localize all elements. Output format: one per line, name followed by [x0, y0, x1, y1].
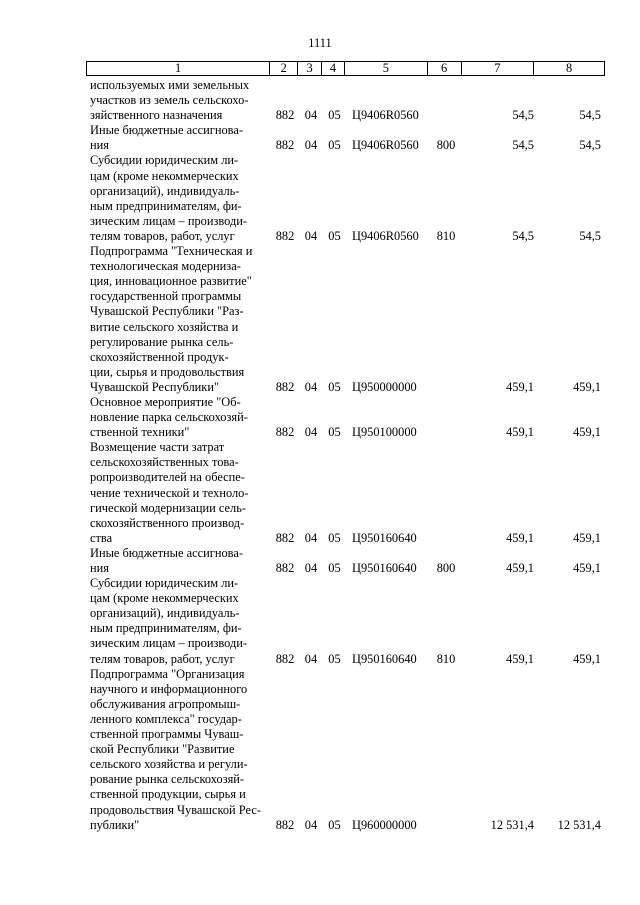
description-line: ным предпринимателям, фи- — [90, 621, 242, 636]
description-line: рование рынка сельскохозяй- — [90, 772, 245, 787]
cell-col-2: 882 — [275, 817, 295, 832]
cell-col-3: 04 — [304, 530, 318, 545]
cell-col-8: 54,5 — [579, 138, 601, 153]
description-line: ленного комплекса" государ- — [90, 711, 242, 726]
description-line: Возмещение части затрат — [90, 440, 225, 455]
cell-col-5: Ц950000000 — [352, 379, 417, 394]
page-number: 1111 — [308, 36, 332, 50]
cell-col-3: 04 — [304, 561, 318, 575]
column-header-5: 5 — [345, 62, 428, 75]
cell-col-2: 882 — [275, 530, 295, 545]
description-line: сельского хозяйства и регули- — [90, 757, 248, 772]
description-line: ства — [90, 530, 113, 545]
row-description — [86, 244, 271, 395]
description-line: телям товаров, работ, услуг — [90, 651, 235, 666]
cell-col-7: 12 531,4 — [490, 817, 534, 832]
cell-col-3: 04 — [304, 817, 318, 832]
row-description — [86, 667, 271, 833]
description-line: зическим лицам – производи- — [90, 636, 248, 651]
cell-col-2: 882 — [275, 379, 295, 394]
cell-col-6: 810 — [436, 651, 456, 666]
description-line: Иные бюджетные ассигнова- — [90, 123, 243, 138]
column-header-7: 7 — [462, 62, 535, 75]
description-line: ным предпринимателям, фи- — [90, 198, 242, 213]
table-row — [86, 576, 605, 667]
cell-col-2: 882 — [275, 425, 295, 440]
cell-col-5: Ц950160640 — [352, 530, 417, 545]
description-line: чение технической и техноло- — [90, 485, 249, 500]
cell-col-4: 05 — [328, 530, 341, 545]
column-header-8: 8 — [566, 61, 573, 75]
description-line: скохозяйственного производ- — [90, 515, 245, 530]
description-line: витие сельского хозяйства и — [90, 319, 239, 334]
description-line: ропроизводителей на обеспе- — [90, 470, 245, 485]
cell-col-5: Ц960000000 — [352, 817, 417, 832]
cell-col-3: 04 — [304, 138, 318, 153]
row-description — [86, 123, 271, 153]
row-description — [86, 546, 271, 576]
description-line: новление парка сельскохозяй- — [90, 410, 248, 425]
description-line: ния — [90, 138, 109, 153]
description-line: участков из земель сельскохо- — [90, 93, 249, 108]
cell-col-6: 800 — [436, 561, 456, 575]
cell-col-8: 459,1 — [573, 379, 601, 394]
cell-col-4: 05 — [328, 108, 341, 123]
cell-col-4: 05 — [328, 379, 341, 394]
cell-col-8: 459,1 — [573, 425, 601, 440]
row-description — [86, 78, 271, 123]
cell-col-7: 54,5 — [512, 108, 534, 123]
description-line: используемых ими земельных — [90, 78, 250, 92]
description-line: организаций), индивидуаль- — [90, 606, 240, 621]
cell-col-2: 882 — [275, 228, 295, 243]
description-line: Чувашской Республики" — [90, 379, 220, 394]
row-description — [86, 153, 271, 244]
table-body — [86, 78, 605, 833]
description-line: сельскохозяйственных това- — [90, 455, 239, 470]
table-header — [86, 61, 605, 76]
description-line: Подпрограмма "Техническая и — [90, 244, 253, 259]
cell-col-3: 04 — [304, 651, 318, 666]
cell-col-7: 459,1 — [506, 425, 534, 440]
cell-col-2: 882 — [275, 561, 295, 575]
cell-col-4: 05 — [328, 561, 341, 575]
cell-col-5: Ц950100000 — [352, 425, 417, 440]
description-line: публики" — [90, 817, 140, 832]
row-description — [86, 576, 271, 667]
table-row — [86, 153, 605, 244]
cell-col-8: 459,1 — [573, 651, 601, 666]
cell-col-5: Ц950160640 — [352, 651, 417, 666]
cell-col-3: 04 — [304, 108, 318, 123]
column-header-4: 4 — [322, 62, 345, 75]
cell-col-3: 04 — [304, 228, 318, 243]
table-row — [86, 123, 605, 153]
cell-col-6: 810 — [436, 228, 456, 243]
cell-col-4: 05 — [328, 651, 341, 666]
table-row — [86, 546, 605, 576]
cell-col-2: 882 — [275, 108, 295, 123]
column-header-6: 6 — [428, 62, 462, 75]
table-row — [86, 395, 605, 440]
cell-col-5: Ц950160640 — [352, 561, 417, 575]
cell-col-8: 459,1 — [573, 561, 601, 575]
cell-col-4: 05 — [328, 138, 341, 153]
cell-col-7: 54,5 — [512, 228, 534, 243]
cell-col-8: 459,1 — [573, 530, 601, 545]
description-line: государственной программы — [90, 289, 242, 304]
table-row — [86, 78, 605, 123]
description-line: ции, сырья и продовольствия — [90, 364, 245, 379]
description-line: Чувашской Республики "Раз- — [90, 304, 244, 319]
table-row — [86, 244, 605, 395]
description-line: ственной программы Чуваш- — [90, 727, 244, 742]
cell-col-2: 882 — [275, 138, 295, 153]
description-line: организаций), индивидуаль- — [90, 183, 240, 198]
description-line: обслуживания агропромыш- — [90, 696, 241, 711]
column-header-2: 2 — [270, 62, 298, 75]
cell-col-8: 54,5 — [579, 228, 601, 243]
description-line: научного и информационного — [90, 681, 248, 696]
description-line: Субсидии юридическим ли- — [90, 576, 239, 591]
description-line: регулирование рынка сель- — [90, 334, 234, 349]
description-line: цам (кроме некоммерческих — [90, 591, 239, 606]
table-row — [86, 667, 605, 833]
description-line: зическим лицам – производи- — [90, 213, 248, 228]
cell-col-2: 882 — [275, 651, 295, 666]
cell-col-5: Ц9406R0560 — [352, 108, 419, 123]
row-description — [86, 395, 271, 440]
description-line: Основное мероприятие "Об- — [90, 394, 241, 409]
description-line: ственной техники" — [90, 425, 190, 440]
description-line: гической модернизации сель- — [90, 500, 247, 515]
description-line: цам (кроме некоммерческих — [90, 168, 239, 183]
cell-col-8: 12 531,4 — [557, 817, 601, 832]
cell-col-8: 54,5 — [579, 108, 601, 123]
table-row — [86, 440, 605, 546]
cell-col-7: 459,1 — [506, 379, 534, 394]
cell-col-3: 04 — [304, 425, 318, 440]
description-line: скохозяйственной продук- — [90, 349, 229, 364]
description-line: технологическая модерниза- — [90, 259, 241, 274]
description-line: продовольствия Чувашской Рес- — [90, 802, 261, 817]
cell-col-4: 05 — [328, 817, 341, 832]
row-description — [86, 440, 271, 546]
cell-col-3: 04 — [304, 379, 318, 394]
cell-col-6: 800 — [436, 138, 456, 153]
column-header-1: 1 — [87, 62, 270, 75]
description-line: ской Республики "Развитие — [90, 742, 235, 757]
description-line: ния — [90, 561, 109, 575]
cell-col-5: Ц9406R0560 — [352, 138, 419, 153]
cell-col-4: 05 — [328, 228, 341, 243]
description-line: Субсидии юридическим ли- — [90, 153, 239, 168]
description-line: Подпрограмма "Организация — [90, 666, 245, 681]
cell-col-4: 05 — [328, 425, 341, 440]
cell-col-7: 459,1 — [506, 530, 534, 545]
description-line: ция, инновационное развитие" — [90, 274, 252, 289]
description-line: зяйственного назначения — [90, 108, 223, 123]
description-line: ственной продукции, сырья и — [90, 787, 246, 802]
cell-col-7: 459,1 — [506, 561, 534, 575]
description-line: Иные бюджетные ассигнова- — [90, 545, 243, 560]
column-header-3: 3 — [298, 62, 322, 75]
description-line: телям товаров, работ, услуг — [90, 228, 235, 243]
cell-col-7: 459,1 — [506, 651, 534, 666]
cell-col-7: 54,5 — [512, 138, 534, 153]
cell-col-5: Ц9406R0560 — [352, 228, 419, 243]
